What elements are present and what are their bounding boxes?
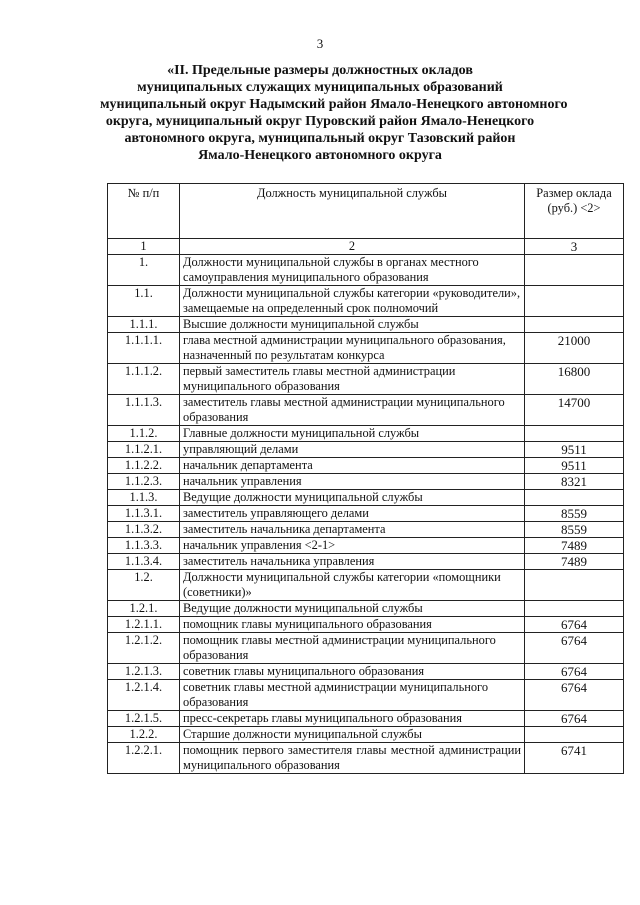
row-position: Ведущие должности муниципальной службы [180,490,525,506]
row-salary [525,727,624,743]
row-number: 1.1.3. [108,490,180,506]
row-salary [525,255,624,286]
row-salary [525,601,624,617]
row-position: заместитель начальника управления [180,554,525,570]
row-salary: 14700 [525,395,624,426]
table-row [108,522,624,538]
table-header-row [108,184,624,239]
row-position: помощник главы местной администрации муниципального образования [180,633,525,664]
row-position: советник главы муниципального образования [180,664,525,680]
table-row [108,538,624,554]
table-row [108,711,624,727]
row-salary: 8559 [525,506,624,522]
heading-line: Ямало-Ненецкого автономного округа [198,148,442,163]
table-row [108,617,624,633]
row-salary [525,426,624,442]
row-number: 1. [108,255,180,286]
column-index: 2 [180,239,525,255]
heading-line: муниципальных служащих муниципальных образований [137,80,503,95]
row-salary: 7489 [525,538,624,554]
row-position: управляющий делами [180,442,525,458]
row-number: 1.2.2.1. [108,743,180,774]
row-salary: 8321 [525,474,624,490]
row-position: Должности муниципальной службы категории «руководители», замещаемые на определенный срок полномочий [180,286,525,317]
row-salary: 21000 [525,333,624,364]
heading-line: автономного округа, муниципальный округ Тазовский район [124,131,516,146]
row-number: 1.2. [108,570,180,601]
column-header-salary: Размер оклада (руб.) <2> [525,184,624,239]
row-salary: 6764 [525,680,624,711]
heading-line: муниципальный округ Надымский район Ямало-Ненецкого автономного [100,97,568,112]
row-salary [525,570,624,601]
row-number: 1.1.3.1. [108,506,180,522]
page-number: 3 [316,36,324,51]
table-row [108,554,624,570]
row-position: начальник управления <2-1> [180,538,525,554]
row-number: 1.2.1.4. [108,680,180,711]
row-number: 1.2.2. [108,727,180,743]
salary-table [107,183,624,774]
row-position: помощник первого заместителя главы местной администрации муниципального образования [180,743,525,774]
row-position: заместитель управляющего делами [180,506,525,522]
table-row [108,743,624,774]
column-index: 3 [525,239,624,255]
row-salary [525,286,624,317]
row-salary: 6764 [525,617,624,633]
row-position: Главные должности муниципальной службы [180,426,525,442]
row-number: 1.1.2.2. [108,458,180,474]
row-position: Старшие должности муниципальной службы [180,727,525,743]
table-row [108,286,624,317]
row-salary: 6764 [525,633,624,664]
row-salary: 9511 [525,442,624,458]
row-salary: 6764 [525,711,624,727]
table-row [108,474,624,490]
row-position: Ведущие должности муниципальной службы [180,601,525,617]
table-row [108,633,624,664]
table-row [108,664,624,680]
row-position: Высшие должности муниципальной службы [180,317,525,333]
row-number: 1.1.3.2. [108,522,180,538]
row-salary: 8559 [525,522,624,538]
row-position: заместитель начальника департамента [180,522,525,538]
row-number: 1.1. [108,286,180,317]
row-number: 1.1.1. [108,317,180,333]
row-position: глава местной администрации муниципального образования, назначенный по результатам конкурса [180,333,525,364]
row-salary: 6741 [525,743,624,774]
row-number: 1.1.2.3. [108,474,180,490]
row-position: начальник департамента [180,458,525,474]
row-position: начальник управления [180,474,525,490]
column-index: 1 [108,239,180,255]
table-row [108,506,624,522]
column-index-row [108,239,624,255]
row-position: советник главы местной администрации муниципального образования [180,680,525,711]
table-row [108,333,624,364]
row-number: 1.1.1.2. [108,364,180,395]
row-number: 1.1.3.3. [108,538,180,554]
row-number: 1.1.3.4. [108,554,180,570]
table-row [108,490,624,506]
row-salary: 16800 [525,364,624,395]
row-salary [525,490,624,506]
row-number: 1.2.1.3. [108,664,180,680]
column-header-position: Должность муниципальной службы [180,184,525,239]
row-salary: 6764 [525,664,624,680]
row-salary: 9511 [525,458,624,474]
row-position: Должности муниципальной службы в органах местного самоуправления муниципального образования [180,255,525,286]
heading-line: округа, муниципальный округ Пуровский район Ямало-Ненецкого [105,114,535,129]
table-row [108,601,624,617]
row-number: 1.2.1.2. [108,633,180,664]
row-number: 1.2.1.1. [108,617,180,633]
table-row [108,395,624,426]
row-position: заместитель главы местной администрации муниципального образования [180,395,525,426]
heading-line: «II. Предельные размеры должностных окладов [167,63,473,78]
table-row [108,364,624,395]
row-position: помощник главы муниципального образования [180,617,525,633]
row-salary [525,317,624,333]
row-position: пресс-секретарь главы муниципального образования [180,711,525,727]
row-position: первый заместитель главы местной администрации муниципального образования [180,364,525,395]
table-row [108,458,624,474]
table-row [108,255,624,286]
table-row [108,426,624,442]
table-body [108,239,624,774]
table-row [108,442,624,458]
column-header-number: № п/п [108,184,180,239]
row-number: 1.1.1.3. [108,395,180,426]
section-heading [100,62,568,164]
row-number: 1.1.1.1. [108,333,180,364]
row-position: Должности муниципальной службы категории «помощники (советники)» [180,570,525,601]
table-row [108,317,624,333]
row-number: 1.2.1. [108,601,180,617]
table-row [108,680,624,711]
row-number: 1.1.2. [108,426,180,442]
row-number: 1.1.2.1. [108,442,180,458]
table-row [108,570,624,601]
row-number: 1.2.1.5. [108,711,180,727]
table-row [108,727,624,743]
row-salary: 7489 [525,554,624,570]
